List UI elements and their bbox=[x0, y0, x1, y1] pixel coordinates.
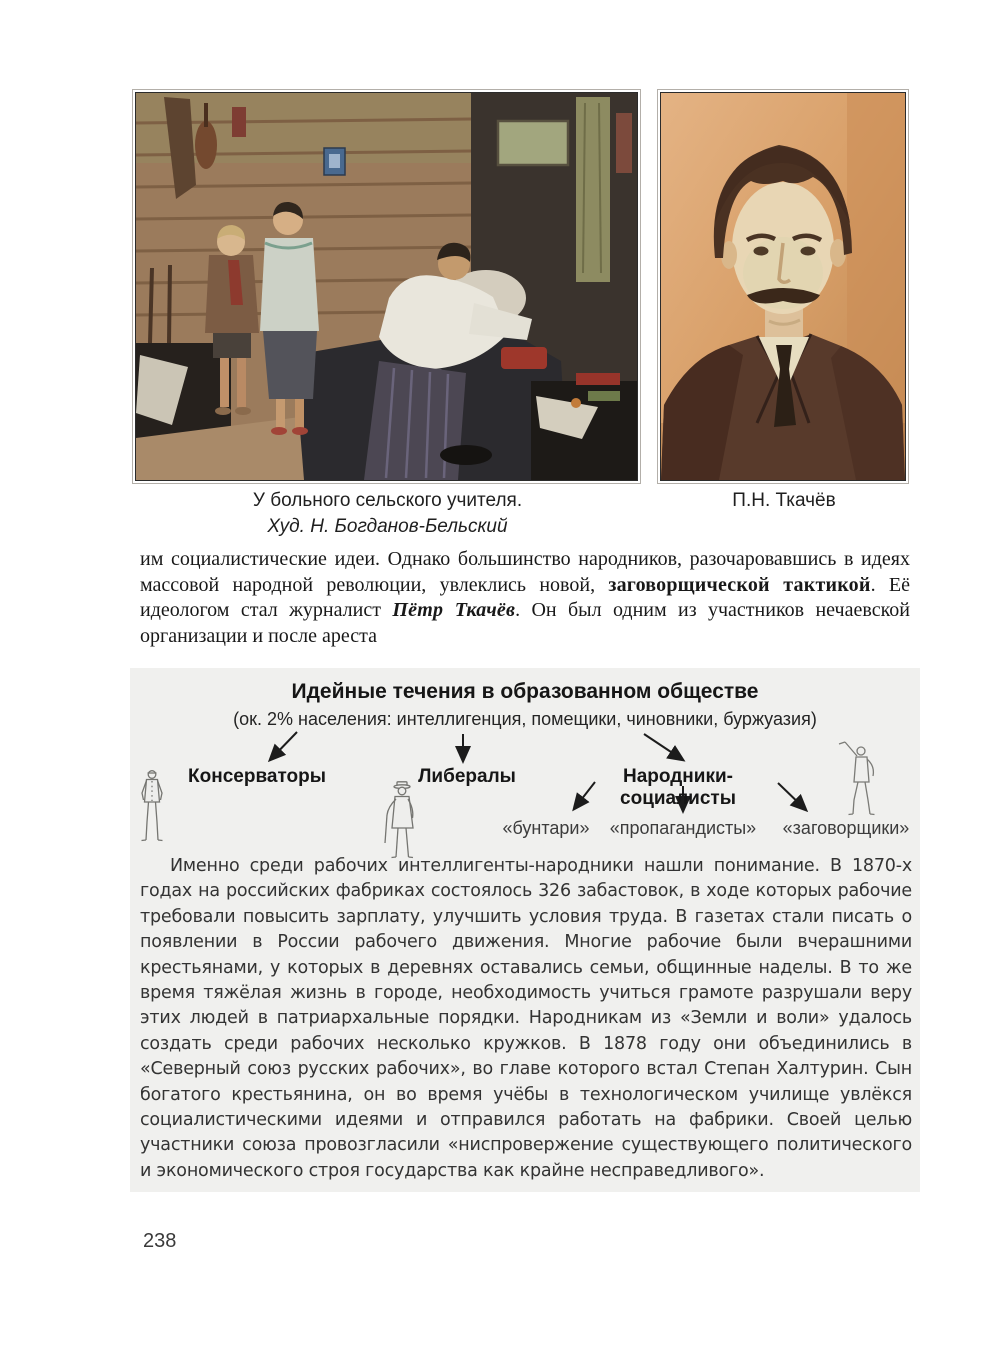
body-text-segment: им социалистические идеи. Однако большинство народников, разочаровавшись в идеях массовой народной революции, увлеклись новой, bbox=[140, 548, 910, 596]
painting-image bbox=[136, 93, 637, 480]
body-text-segment: . Он был одним из участников нечаевской организации и после ареста bbox=[140, 599, 910, 647]
portrait-caption: П.Н. Ткачёв bbox=[732, 490, 836, 511]
body-text-segment: . Её идеологом стал журналист bbox=[140, 573, 910, 622]
painting-sick-teacher bbox=[135, 92, 638, 481]
conservative-figure-icon bbox=[138, 768, 166, 844]
diagram-subtitle: (ок. 2% населения: интеллигенция, помещики, чиновники, буржуазия) bbox=[233, 709, 817, 729]
branch-narodniks-socialists: Народники-социалисты bbox=[620, 766, 736, 809]
body-paragraph bbox=[140, 547, 910, 649]
page-number: 238 bbox=[143, 1230, 177, 1252]
liberal-figure-icon bbox=[378, 781, 420, 861]
infobox-passage: Именно среди рабочих интеллигенты-народники нашли понимание. В 1870-х годах на российских фабриках состоялось 326 забастовок, в ходе которых рабочие требовали повысить зарплату, улучшить условия труда. В газетах стали писать о появлении в России рабочего движения. Многие рабочие были вчерашними крестьянами, у которых в деревнях оставались семьи, общинные наделы. В то же время тяжёлая жизнь в городе, необходимость учиться грамоте разрушали веру этих людей в патриархальные порядки. Народникам из «Земли и воли» удалось создать среди рабочих несколько кружков. В 1878 году они объединились в «Северный союз русских рабочих», во главе которого встал Степан Халтурин. Сын богатого крестьянина, он во время учёбы в технологическом училище увлёкся социалистическими идеями и отправился работать на фабрики. Своей целью участники союза провозгласили «ниспровержение существующего политического и экономического строя государства как крайне несправедливого». bbox=[140, 856, 912, 1181]
subbranch-zagovorshchiki: «заговорщики» bbox=[782, 818, 910, 838]
subbranch-propagandisty: «пропагандисты» bbox=[609, 818, 757, 838]
body-text-name: Пётр Ткачёв bbox=[392, 599, 516, 622]
portrait-tkachev bbox=[660, 92, 906, 481]
branch-liberals: Либералы bbox=[418, 766, 516, 787]
diagram-title: Идейные течения в образованном обществе bbox=[291, 680, 759, 703]
ideological-currents-box bbox=[130, 668, 920, 1192]
portrait-image bbox=[661, 93, 905, 480]
painting-credit: Худ. Н. Богданов-Бельский bbox=[267, 516, 508, 537]
branch-conservatives: Консерваторы bbox=[188, 766, 326, 787]
subbranch-buntari: «бунтари» bbox=[502, 818, 590, 838]
painting-caption: У больного сельского учителя. bbox=[252, 490, 523, 511]
conspirator-figure-icon bbox=[836, 736, 884, 818]
body-text-bold: заговорщической тактикой bbox=[608, 573, 871, 596]
